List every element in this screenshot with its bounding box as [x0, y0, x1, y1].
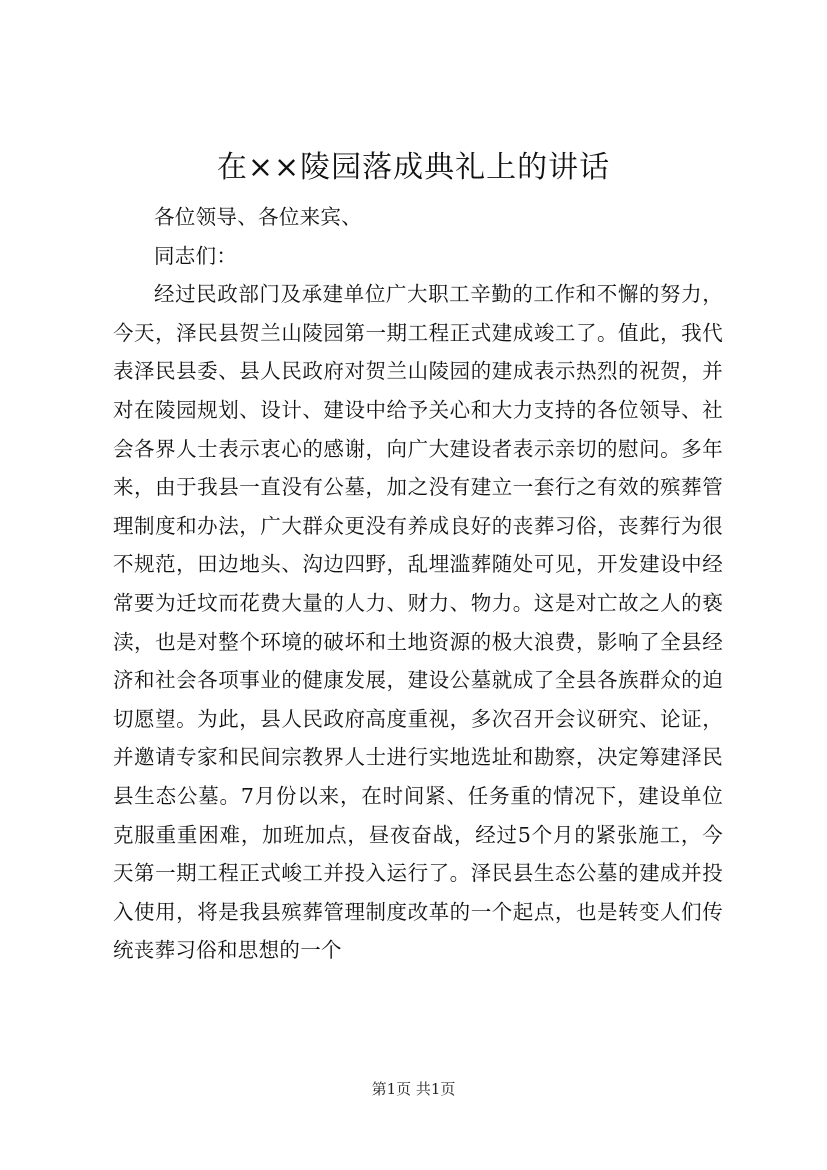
greeting-line: 各位领导、各位来宾、 — [154, 205, 362, 229]
document-body — [113, 198, 723, 970]
body-paragraph: 经过民政部门及承建单位广大职工辛勤的工作和不懈的努力，今天，泽民县贺兰山陵园第一期工程正式建成竣工了。值此，我代表泽民县委、县人民政府对贺兰山陵园的建成表示热烈的祝贺，并对在陵园规划、设计、建设中给予关心和大力支持的各位领导、社会各界人士表示衷心的感谢，向广大建设者表示亲切的慰问。多年来，由于我县一直没有公墓，加之没有建立一套行之有效的殡葬管理制度和办法，广大群众更没有养成良好的丧葬习俗，丧葬行为很不规范，田边地头、沟边四野，乱埋滥葬随处可见，开发建设中经常要为迁坟而花费大量的人力、财力、物力。这是对亡故之人的亵渎，也是对整个环境的破坏和土地资源的极大浪费，影响了全县经济和社会各项事业的健康发展，建设公墓就成了全县各族群众的迫切愿望。为此，县人民政府高度重视，多次召开会议研究、论证，并邀请专家和民间宗教界人士进行实地选址和勘察，决定筹建泽民县生态公墓。7月份以来，在时间紧、任务重的情况下，建设单位克服重重困难，加班加点，昼夜奋战，经过5个月的紧张施工，今天第一期工程正式峻工并投入运行了。泽民县生态公墓的建成并投入使用，将是我县殡葬管理制度改革的一个起点，也是转变人们传统丧葬习俗和思想的一个 — [113, 282, 723, 963]
salutation-line: 同志们： — [154, 243, 238, 268]
document-title: 在××陵园落成典礼上的讲话 — [216, 150, 611, 185]
page-number-footer: 第1页 共1页 — [371, 1080, 456, 1098]
